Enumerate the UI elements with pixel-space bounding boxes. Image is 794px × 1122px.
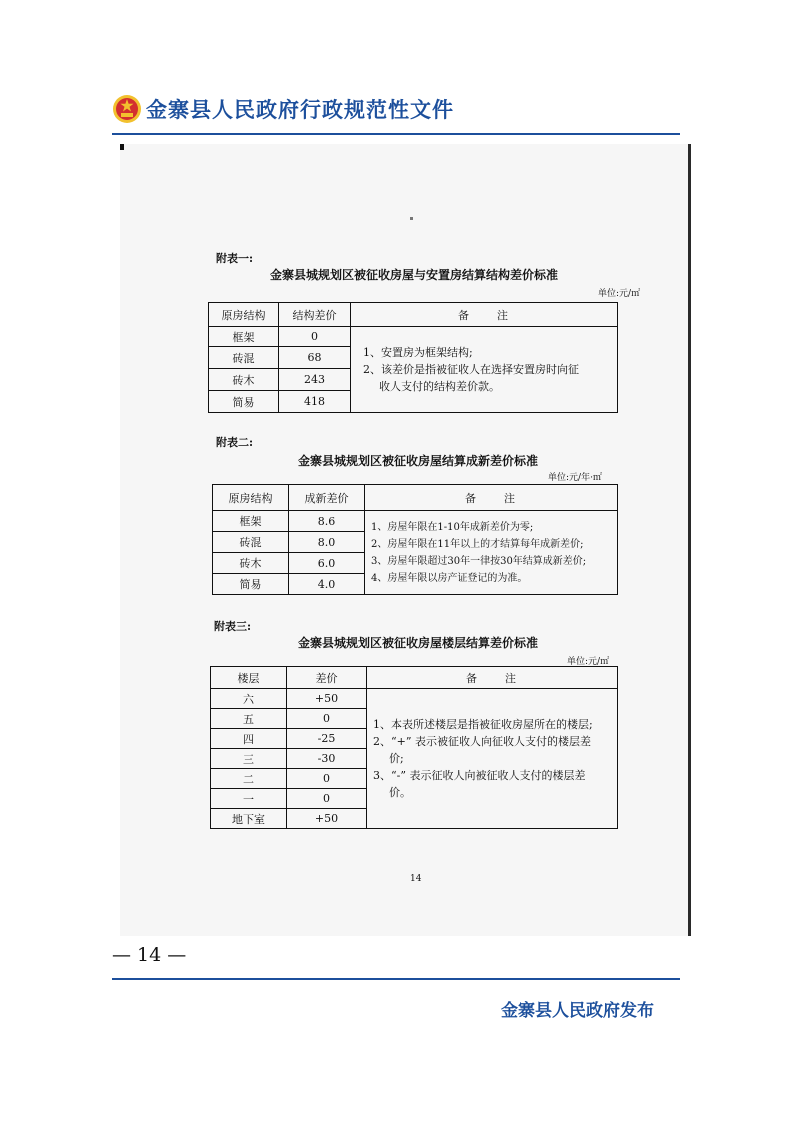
row-value: 0 [287,769,367,789]
page-number: — 14 — [112,944,187,966]
row-value: 4.0 [289,574,365,595]
note-line: 3、房屋年限超过30年一律按30年结算成新差价; [371,555,587,567]
row-name: 四 [211,729,287,749]
row-name: 砖木 [213,553,289,574]
attachment-1-unit: 单位:元/㎡ [598,289,641,299]
row-value: 418 [279,391,351,413]
row-name: 五 [211,709,287,729]
col-header: 结构差价 [279,303,351,327]
row-value: 8.0 [289,532,365,553]
publisher-label: 金寨县人民政府发布 [501,1001,654,1021]
row-name: 六 [211,689,287,709]
col-header: 差价 [287,667,367,689]
row-value: 68 [279,347,351,369]
inner-page-number: 14 [410,874,422,884]
row-name: 框架 [213,511,289,532]
scanned-page [120,144,691,936]
attachment-2-table [212,484,618,595]
attachment-3-unit: 单位:元/㎡ [567,657,610,667]
attachment-2-unit: 单位:元/年·㎡ [548,473,602,483]
row-value: 8.6 [289,511,365,532]
note-line: 2、“+” 表示被征收人向征收人支付的楼层差 [373,735,591,748]
note-line: 4、房屋年限以房产证登记的为准。 [371,572,528,584]
row-value: 0 [279,327,351,347]
row-name: 简易 [213,574,289,595]
attachment-1-table [208,302,618,413]
row-name: 框架 [209,327,279,347]
row-value: 243 [279,369,351,391]
col-header: 备 注 [365,485,618,511]
row-name: 砖混 [213,532,289,553]
attachment-3-table [210,666,618,829]
row-name: 三 [211,749,287,769]
document-header [112,92,454,126]
scan-mark [120,144,124,150]
attachment-1-title: 金寨县城规划区被征收房屋与安置房结算结构差价标准 [270,268,559,282]
attachment-3-title: 金寨县城规划区被征收房屋楼层结算差价标准 [298,636,539,650]
row-name: 砖混 [209,347,279,369]
note-line: 2、房屋年限在11年以上的才结算每年成新差价; [371,538,584,550]
notes-cell [365,511,618,595]
footer-rule [112,978,680,980]
note-line: 价; [389,752,404,765]
note-line: 2、该差价是指被征收人在选择安置房时向征 [363,363,579,376]
row-name: 砖木 [209,369,279,391]
col-header: 备 注 [351,303,618,327]
row-name: 二 [211,769,287,789]
col-header: 原房结构 [213,485,289,511]
note-line: 3、“-” 表示征收人向被征收人支付的楼层差 [373,769,586,782]
row-value: 0 [287,789,367,809]
row-value: -25 [287,729,367,749]
note-line: 1、安置房为框架结构; [363,346,473,359]
scan-dot [410,217,413,220]
row-value: +50 [287,689,367,709]
row-value: 6.0 [289,553,365,574]
row-name: 简易 [209,391,279,413]
row-value: 0 [287,709,367,729]
note-line: 1、本表所述楼层是指被征收房屋所在的楼层; [373,718,593,731]
attachment-3-label: 附表三: [214,620,252,633]
attachment-2-label: 附表二: [216,436,254,449]
row-value: +50 [287,809,367,829]
attachment-2-title: 金寨县城规划区被征收房屋结算成新差价标准 [298,454,539,468]
note-line: 收人支付的结构差价款。 [379,380,500,393]
header-title: 金寨县人民政府行政规范性文件 [146,98,454,122]
note-line: 价。 [389,786,411,799]
col-header: 原房结构 [209,303,279,327]
note-line: 1、房屋年限在1-10年成新差价为零; [371,521,534,533]
header-rule [112,133,680,135]
attachment-1-label: 附表一: [216,252,254,265]
row-value: -30 [287,749,367,769]
row-name: 一 [211,789,287,809]
col-header: 成新差价 [289,485,365,511]
col-header: 楼层 [211,667,287,689]
national-emblem-icon [112,94,142,124]
notes-cell [367,689,618,829]
notes-cell [351,327,618,413]
row-name: 地下室 [211,809,287,829]
col-header: 备 注 [367,667,618,689]
